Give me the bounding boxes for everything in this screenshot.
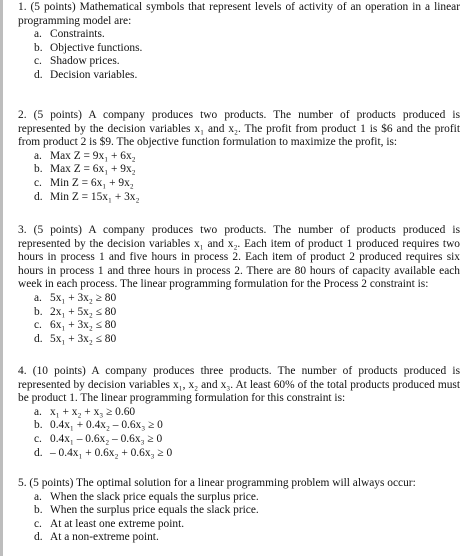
question-1-option-c: c. Shadow prices. [34,55,120,68]
question-4-option-a: a. x₁ + x₂ + x₃ ≥ 0.60 [34,405,136,418]
question-3-option-a: a. 5x₁ + 3x₂ ≥ 80 [34,291,117,304]
question-5-option-c: c. At at least one extreme point. [34,517,185,530]
question-2-option-a: a. Max Z = 9x₁ + 6x₂ [34,149,136,162]
question-1-option-d: d. Decision variables. [34,68,138,81]
question-5-option-d: d. At a non-extreme point. [34,531,159,544]
question-2-option-d: d. Min Z = 15x₁ + 3x₂ [34,190,140,203]
question-4-stem: 4. (10 points) A company produces three products. The number of products produced is represented by decision variables x₁, x₂ and x₃. At least 60% of the total products produced must be product 1. The linear programming formulation for this constraint is: [18,365,460,405]
question-5-option-a: a. When the slack price equals the surplus price. [34,490,259,503]
question-4-option-c: c. 0.4x₁ – 0.6x₂ – 0.6x₃ ≥ 0 [34,432,163,445]
question-3 [18,224,460,346]
question-1-option-a: a. Constraints. [34,28,105,41]
question-2 [18,109,460,204]
question-4-option-d: d. – 0.4x₁ + 0.6x₂ + 0.6x₃ ≥ 0 [34,446,173,459]
question-2-option-b: b. Max Z = 6x₁ + 9x₂ [34,163,136,176]
question-2-option-c: c. Min Z = 6x₁ + 9x₂ [34,176,134,189]
page-edge [0,0,3,556]
question-3-option-c: c. 6x₁ + 3x₂ ≤ 80 [34,319,117,332]
question-3-stem: 3. (5 points) A company produces two products. The number of products produced is represented by the decision variables x₁ and x₂. Each item of product 1 produced requires two hours in process 1 and five hours in process 2. Each item of product 2 produced requires six hours in process 1 and three hours in process 2. There are 80 hours of capacity available each week in each process. The linear programming formulation for the Process 2 constraint is: [18,224,460,291]
question-1-stem: 1. (5 points) Mathematical symbols that represent levels of activity of an operation in a linear programming model are: [18,1,460,27]
question-4-option-b: b. 0.4x₁ + 0.4x₂ – 0.6x₃ ≥ 0 [34,419,163,432]
question-3-option-d: d. 5x₁ + 3x₂ ≤ 80 [34,332,117,345]
question-5-stem: 5. (5 points) The optimal solution for a linear programming problem will always occur: [18,477,416,489]
question-4 [18,365,460,460]
question-1 [18,1,460,83]
question-2-stem: 2. (5 points) A company produces two products. The number of products produced is represented by the decision variables x₁ and x₂. The profit from product 1 is $6 and the profit from product 2 is $9. The objective function formulation to maximize the profit, is: [18,109,460,149]
question-5-option-b: b. When the surplus price equals the slack price. [34,504,259,517]
question-5 [18,477,460,545]
question-1-option-b: b. Objective functions. [34,41,143,54]
question-3-option-b: b. 2x₁ + 5x₂ ≤ 80 [34,305,117,318]
